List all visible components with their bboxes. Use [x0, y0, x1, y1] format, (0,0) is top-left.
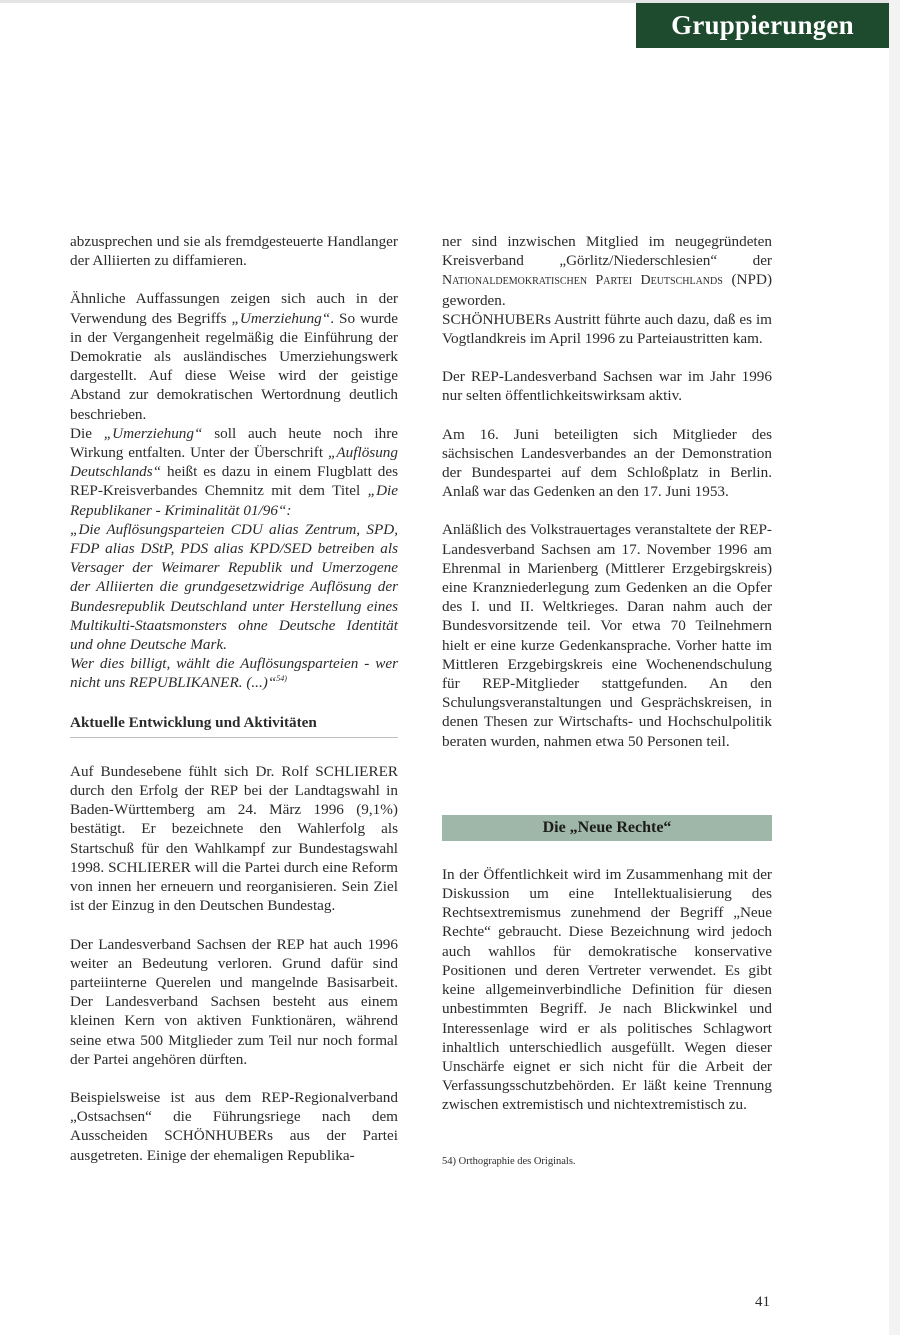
- page-edge: [889, 0, 900, 1335]
- emphasized-title: „Die Republikaner - Kriminalität 01/96“:: [70, 482, 398, 519]
- page-number: 41: [755, 1294, 770, 1310]
- text-run: Die: [70, 424, 104, 442]
- footnote: 54) Orthographie des Originals.: [442, 1155, 576, 1167]
- paragraph: Der Landesverband Sachsen der REP hat auch 1996 weiter an Bedeutung verloren. Grund dafür sind parteiinterne Querelen und mangelnde Basisarbeit. Der Landesverband Sachsen besteht aus einem kleinen Kern von aktiven Funktionären, während seine etwa 500 Mitglieder zum Teil nur noch formal der Partei angehören dürften.: [70, 935, 398, 1068]
- text-run: Ähnliche Auffassungen zeigen sich auch in der Verwendung des Begriffs: [70, 290, 398, 327]
- text-run: heißt es dazu in einem Flugblatt des REP-Kreisverbandes Chemnitz mit dem Titel: [70, 463, 398, 500]
- quotation: „Die Auflösungsparteien CDU alias Zentrum, SPD, FDP alias DStP, PDS alias KPD/SED betreiben als Versager der Weimarer Republik und Umerzogene der Alliierten die grundgesetzwidrige Auflösung der Bundesrepublik Deutschland unter Herstellung eines Multikulti-Staatsmonsters ohne Deutsche Identität und ohne Deutsche Mark.: [70, 520, 398, 654]
- paragraph: Am 16. Juni beteiligten sich Mitglieder des sächsischen Landesverbandes an der Demonstration der Bundespartei auf dem Schloßplatz in Berlin. Anlaß war das Gedenken an den 17. Juni 1953.: [442, 425, 772, 501]
- text-run: . So wurde in der Vergangenheit regelmäßig die Einführung der Demokratie als ausländisches Umerziehungswerk dargestellt. Auf diese Weise wird der geistige Abstand zur demokratischen Wertordnung deutlich beschrieben.: [70, 309, 398, 423]
- footnote-reference: 54): [276, 674, 287, 684]
- party-name: Nationaldemokratischen Partei Deutschlands: [442, 273, 723, 289]
- paragraph: [70, 424, 398, 520]
- section-subheading-box: Die „Neue Rechte“: [442, 815, 772, 841]
- paragraph: Auf Bundesebene fühlt sich Dr. Rolf SCHLIERER durch den Erfolg der REP bei der Landtagswahl in Baden-Württemberg am 24. März 1996 (9,1%) bestätigt. Er bezeichnete den Wahlerfolg als Startschuß für den Wahlkampf zur Bundestagswahl 1998. SCHLIERER will die Partei durch eine Reform von innen her erneuern und reorganisieren. Sein Ziel ist der Einzug in den Deutschen Bundestag.: [70, 762, 398, 915]
- emphasized-title: „Auflösung Deutschlands“: [70, 444, 398, 481]
- paragraph: [70, 289, 398, 423]
- paragraph: [442, 232, 772, 310]
- section-header-tab: Gruppierungen: [636, 3, 889, 48]
- quotation: [70, 654, 398, 692]
- emphasized-term: „Umerziehung“: [231, 309, 331, 327]
- paragraph: SCHÖNHUBERs Austritt führte auch dazu, daß es im Vogtlandkreis im April 1996 zu Parteiaustritten kam.: [442, 310, 772, 348]
- text-run: Wer dies billigt, wählt die Auflösungsparteien - wer nicht uns REPUBLIKANER. (...): [70, 655, 398, 692]
- paragraph: Der REP-Landesverband Sachsen war im Jahr 1996 nur selten öffentlichkeitswirksam aktiv.: [442, 368, 772, 405]
- paragraph: abzusprechen und sie als fremdgesteuerte Handlanger der Alliierten zu diffamieren.: [70, 233, 398, 270]
- text-run: (NPD) geworden.: [442, 271, 772, 309]
- section-subheading: Aktuelle Entwicklung und Aktivitäten: [70, 713, 398, 738]
- emphasized-term: „Umerziehung“: [103, 424, 203, 442]
- text-run: “: [267, 674, 277, 692]
- paragraph: Beispielsweise ist aus dem REP-Regionalverband „Ostsachsen“ die Führungsriege nach dem Ausscheiden SCHÖNHUBERs aus der Partei ausgetreten. Einige der ehemaligen Republika-: [70, 1088, 398, 1164]
- right-column: [442, 232, 772, 1168]
- text-run: ner sind inzwischen Mitglied im neugegründeten Kreisverband „Görlitz/Niederschlesien“ der: [442, 233, 772, 270]
- left-column: [70, 232, 398, 1165]
- text-run: soll auch heute noch ihre Wirkung entfalten. Unter der Überschrift: [70, 424, 398, 462]
- paragraph: Anläßlich des Volkstrauertages veranstaltete der REP-Landesverband Sachsen am 17. November 1996 am Ehrenmal in Marienberg (Mittlerer Erzgebirgskreis) eine Kranzniederlegung zum Gedenken an die Opfer des I. und II. Weltkrieges. Daran nahm auch der Bundesvorsitzende teil. Vor etwa 70 Teilnehmern hielt er eine kurze Gedenkansprache. Vorher hatte im Mittleren Erzgebirgskreis eine Wochenendschulung für REP-Mitglieder stattgefunden. An den Schulungsveranstaltungen und Gesprächskreisen, in denen Thesen zur Wirtschafts- und Hochschulpolitik beraten wurden, nahmen etwa 50 Personen teil.: [442, 521, 772, 750]
- paragraph: In der Öffentlichkeit wird im Zusammenhang mit der Diskussion um eine Intellektualisierung des Rechtsextremismus zunehmend der Begriff „Neue Rechte“ gebraucht. Diese Bezeichnung wird jedoch auch wahllos für demokratische konservative Positionen und deren Vertreter verwendet. Es gibt keine allgemeinverbindliche Definition für diesen unbestimmten Begriff. Je nach Blickwinkel und Interessenlage wird er als politisches Schlagwort inhaltlich unterschiedlich ausgefüllt. Wegen dieser Unschärfe eignet er sich nicht für die Arbeit der Verfassungsschutzbehörden. Er läßt keine Trennung zwischen extremistisch und nichtextremistisch zu.: [442, 865, 772, 1114]
